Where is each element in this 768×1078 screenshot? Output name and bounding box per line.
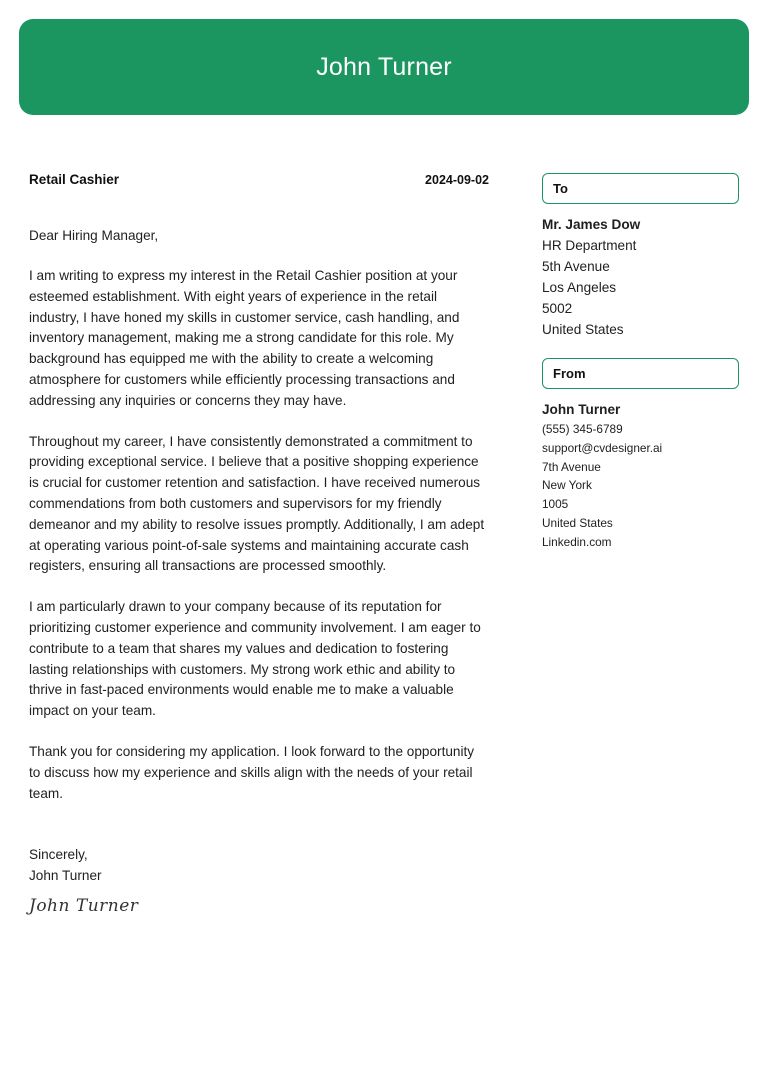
greeting: Dear Hiring Manager,	[29, 228, 159, 243]
recipient-country: United States	[542, 322, 624, 337]
from-label: From	[553, 366, 586, 381]
closing-name: John Turner	[29, 867, 102, 883]
recipient-street: 5th Avenue	[542, 259, 610, 274]
from-label-box	[542, 358, 739, 389]
sender-country: United States	[542, 515, 613, 530]
sender-city: New York	[542, 478, 592, 493]
job-title: Retail Cashier	[29, 172, 120, 187]
paragraph-1: I am writing to express my interest in the Retail Cashier position at your esteemed establishment. With eight years of experience in the retail industry, I have honed my skills in customer service, cash handling, and inventory management, making me a strong candidate for this role. My background has equipped me with the ability to create a welcoming atmosphere for customers while efficiently processing transactions and addressing any inquiries or concerns they may have.	[29, 268, 460, 408]
closing: Sincerely,	[29, 847, 88, 863]
address-sidebar	[542, 173, 739, 552]
letter-date: 2024-09-02	[425, 173, 489, 187]
recipient-city: Los Angeles	[542, 280, 617, 295]
letter-body	[29, 172, 489, 916]
recipient-zip: 5002	[542, 301, 573, 316]
paragraph-4: Thank you for considering my application. I look forward to the opportunity to discuss how my experience and skills align with the needs of your retail team.	[29, 743, 475, 801]
recipient-name: Mr. James Dow	[542, 217, 641, 232]
closing-block	[29, 845, 489, 886]
sender-phone: (555) 345-6789	[542, 422, 623, 436]
to-label: To	[553, 181, 568, 196]
applicant-name: John Turner	[316, 52, 452, 81]
handwritten-signature: John Turner	[29, 896, 139, 917]
recipient-department: HR Department	[542, 238, 637, 253]
letter-meta	[29, 172, 489, 194]
sender-email: support@cvdesigner.ai	[542, 440, 663, 455]
sender-website: Linkedin.com	[542, 534, 612, 549]
paragraph-3: I am particularly drawn to your company because of its reputation for prioritizing customer experience and community involvement. I am eager to contribute to a team that shares my values and dedication to fostering lasting relationships with customers. My strong work ethic and ability to thrive in fast-paced environments would enable me to make a valuable impact on your team.	[29, 599, 481, 719]
sender-name: John Turner	[542, 402, 621, 417]
sender-zip: 1005	[542, 497, 569, 512]
paragraph-2: Throughout my career, I have consistently demonstrated a commitment to providing exceptional service. I believe that a positive shopping experience is crucial for customer retention and satisfaction. I have received numerous commendations from both customers and supervisors for my friendly demeanor and my ability to resolve issues promptly. Additionally, I am adept at operating various point-of-sale systems and maintaining accurate cash registers, ensuring all transactions are processed smoothly.	[29, 433, 485, 574]
sender-street: 7th Avenue	[542, 459, 601, 474]
to-label-box	[542, 173, 739, 204]
header-banner	[19, 19, 749, 115]
